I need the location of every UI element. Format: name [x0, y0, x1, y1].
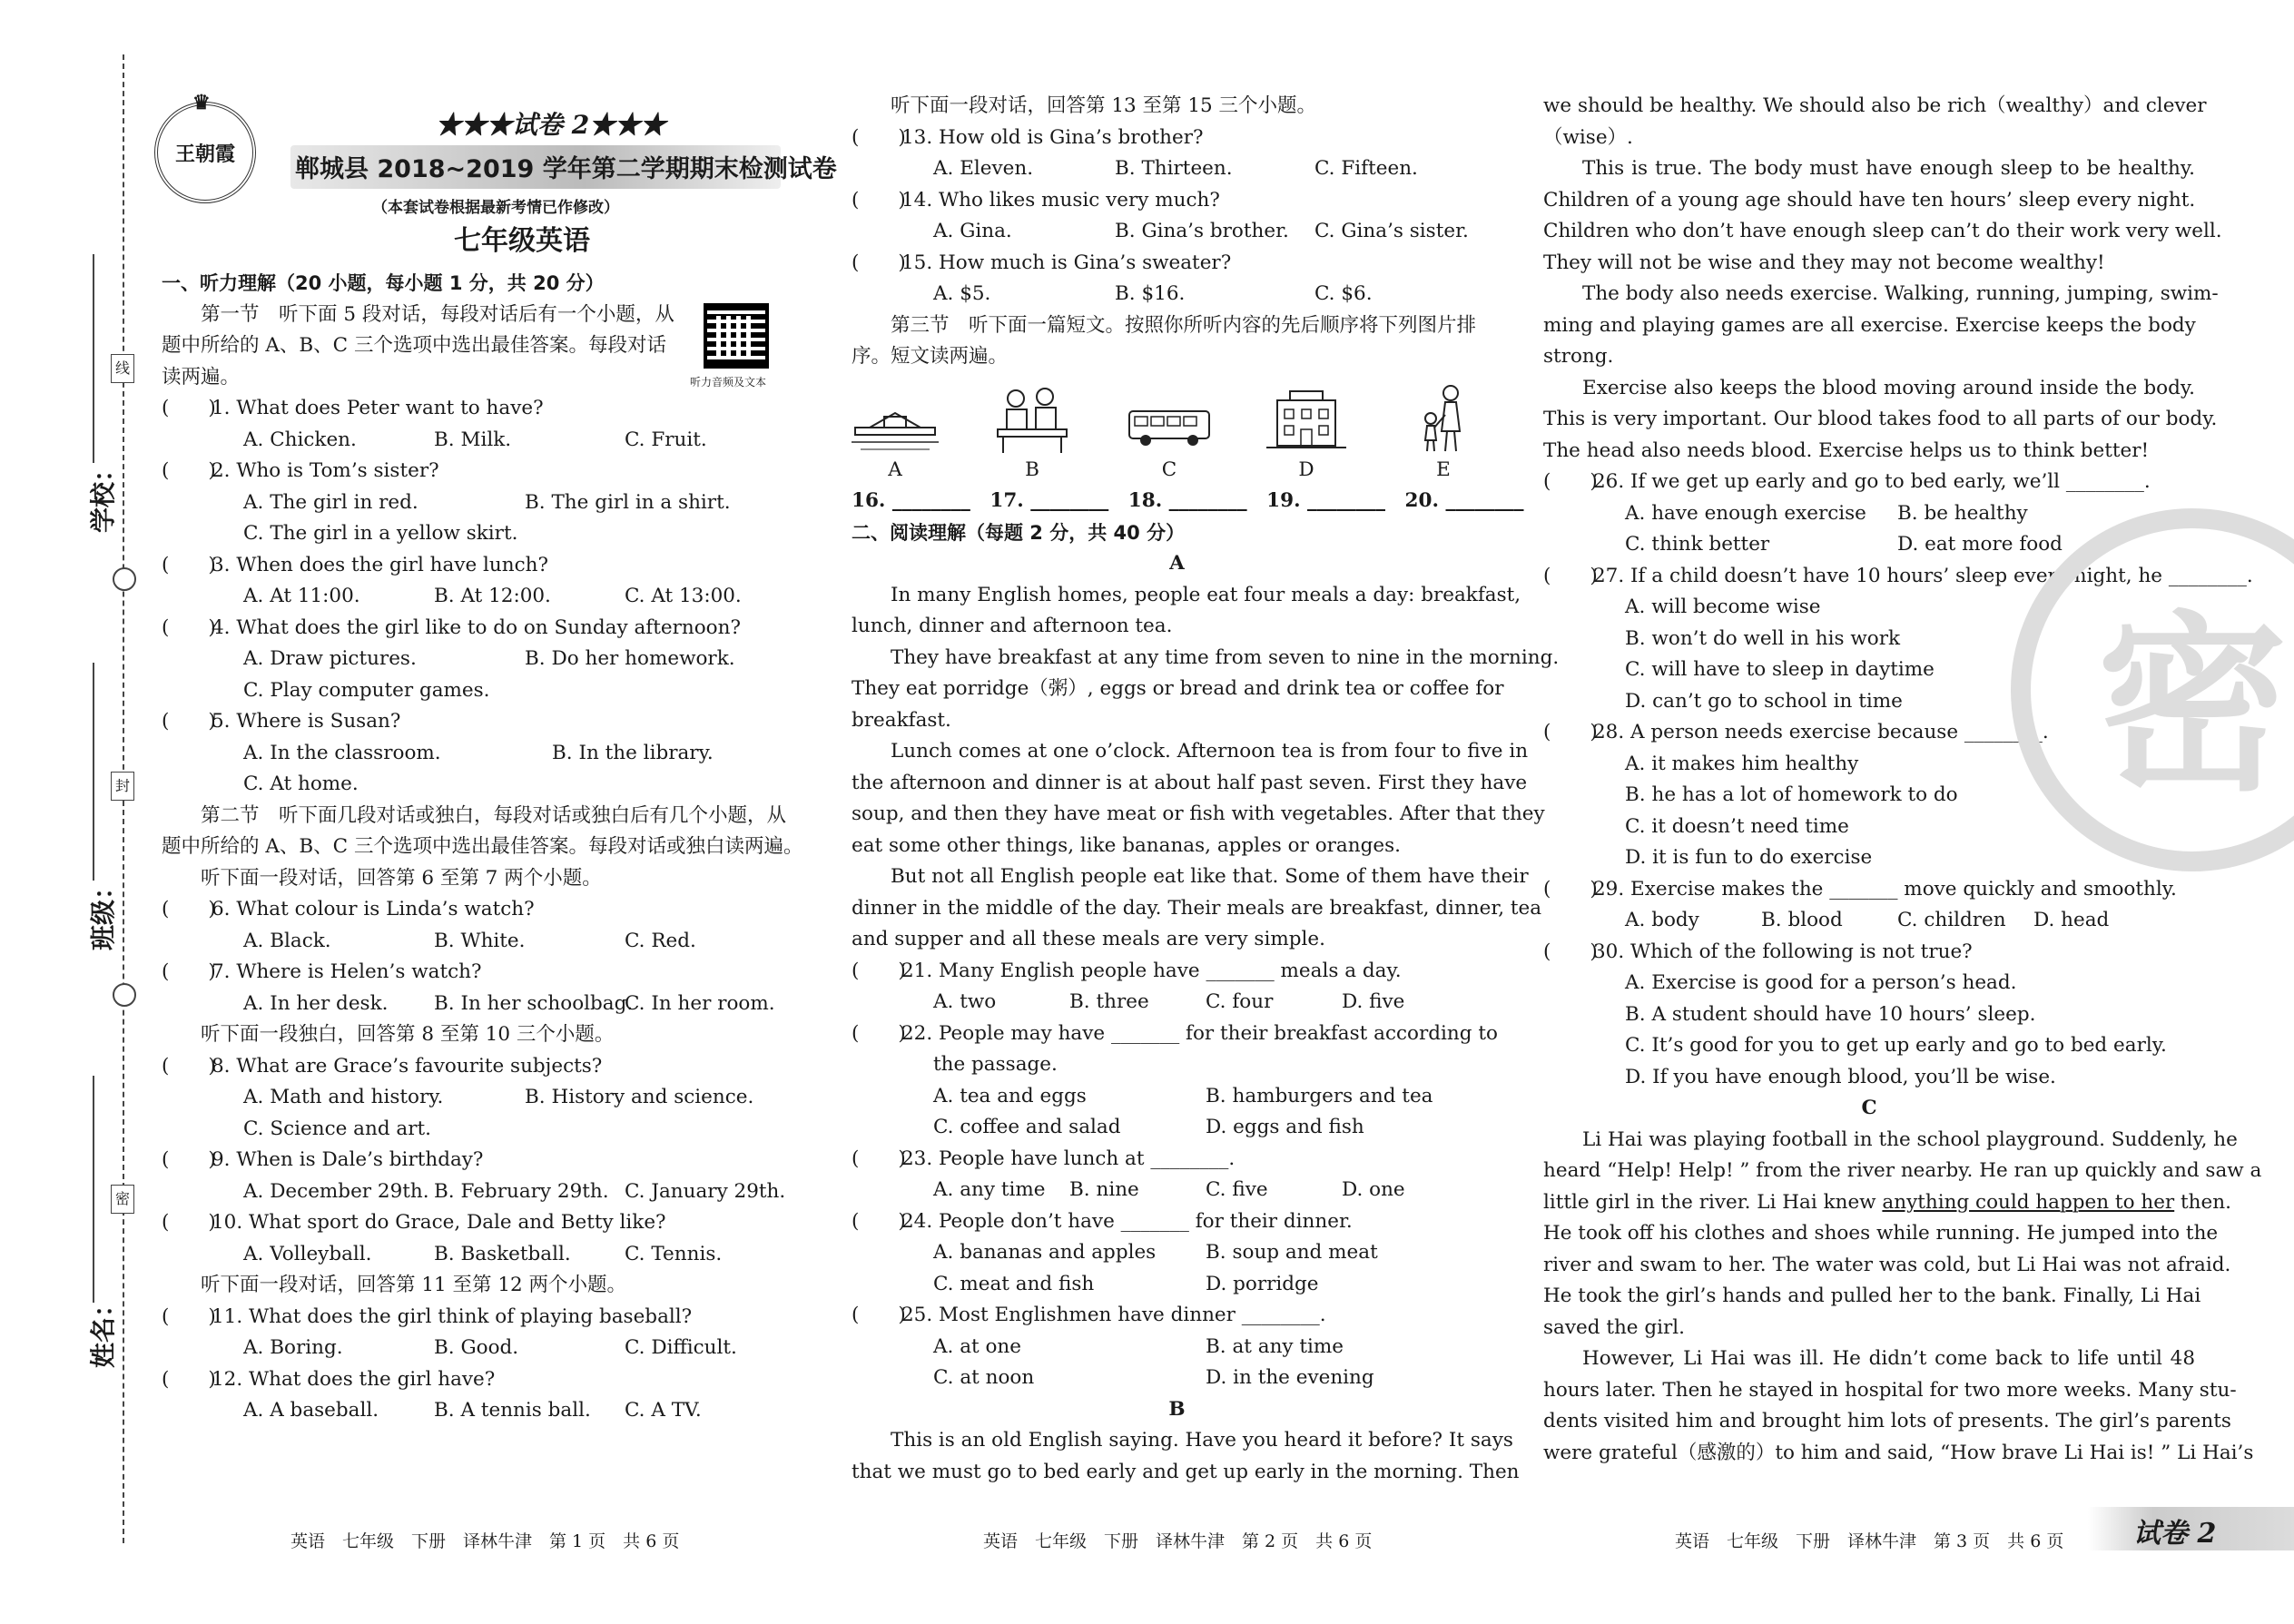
instruction: 题中所给的 A、B、C 三个选项中选出最佳答案。每段对话	[162, 334, 666, 357]
binding-hole	[113, 983, 136, 1007]
question-15: ( ) 15. How much is Gina’s sweater?	[852, 248, 1502, 280]
answer-blank[interactable]: ( )	[852, 125, 906, 149]
exam-subtitle: （本套试卷根据最新考情已作修改）	[372, 199, 619, 217]
question-4: ( ) 4. What does the girl like to do on Sunday afternoon?	[162, 613, 815, 645]
answer-blanks[interactable]: 16. ________ 17. ________ 18. ________ 19. ________ 20. ________	[852, 489, 1524, 512]
school-label: 学校：	[88, 456, 119, 534]
page-footer-2: 英语 七年级 下册 译林牛津 第 2 页 共 6 页	[983, 1531, 1373, 1551]
answer-blank[interactable]: ( )	[1543, 564, 1598, 587]
picture-label: B	[1025, 458, 1039, 481]
picture-label: D	[1298, 458, 1314, 481]
passage-line: river and swam to her. The water was cold, but Li Hai was not afraid.	[1543, 1253, 2231, 1276]
instruction: 序。短文读两遍。	[852, 345, 1009, 368]
seal-tag-secret: 密	[111, 1185, 134, 1214]
passage-line: He took the girl’s hands and pulled her to the bank. Finally, Li Hai	[1543, 1284, 2201, 1307]
picture-d	[1263, 382, 1350, 487]
passage-line: Li Hai was playing football in the school playground. Suddenly, he	[1582, 1127, 2238, 1151]
passage-line: strong.	[1543, 345, 1614, 368]
class-blank[interactable]	[93, 663, 94, 881]
options: C. It’s good for you to get up early and go to bed early.	[1625, 1034, 2167, 1057]
picture-c	[1126, 382, 1213, 487]
question-22: ( ) 22. People may have _______ for their breakfast according to	[852, 1019, 1502, 1050]
answer-blank[interactable]: ( )	[162, 1211, 216, 1234]
passage-line: （wise）.	[1543, 125, 1633, 149]
passage-line: Lunch comes at one o’clock. Afternoon tea is from four to five in	[891, 740, 1529, 763]
options: A. Math and history. B. History and science.	[243, 1086, 754, 1108]
page-footer-1: 英语 七年级 下册 译林牛津 第 1 页 共 6 页	[290, 1531, 680, 1551]
answer-blank[interactable]: ( )	[162, 898, 216, 920]
passage-line: They have breakfast at any time from seven to nine in the morning.	[891, 645, 1560, 669]
instruction: 题中所给的 A、B、C 三个选项中选出最佳答案。每段对话或独白读两遍。	[162, 835, 803, 858]
passage-line: This is true. The body must have enough sleep to be healthy.	[1582, 157, 2195, 180]
options: A. Boring. B. Good. C. Difficult.	[243, 1336, 737, 1359]
passage-line: breakfast.	[852, 708, 951, 732]
picture-label: C	[1161, 458, 1177, 481]
qr-caption: 听力音频及文本	[690, 376, 767, 389]
school-blank[interactable]	[93, 254, 94, 463]
options: A. The girl in red. B. The girl in a shirt.	[243, 490, 731, 514]
bus-icon	[1126, 382, 1213, 455]
page-footer-3: 英语 七年级 下册 译林牛津 第 3 页 共 6 页	[1675, 1531, 2064, 1551]
question-1: ( ) 1. What does Peter want to have?	[162, 393, 815, 425]
options: A. bananas and apples B. soup and meat	[933, 1241, 1378, 1264]
passage-line: hours later. Then he stayed in hospital for two more weeks. Many stu-	[1543, 1378, 2237, 1402]
options: A. December 29th. B. February 29th. C. January 29th.	[243, 1179, 786, 1203]
options: C. Play computer games.	[243, 678, 490, 702]
picture-a	[852, 382, 939, 487]
instruction: 听下面一段独白，回答第 8 至第 10 三个小题。	[201, 1023, 615, 1046]
answer-blank[interactable]: ( )	[852, 188, 906, 212]
passage-line: ming and playing games are all exercise. Exercise keeps the body	[1543, 313, 2196, 337]
answer-blank[interactable]: ( )	[852, 1304, 906, 1326]
options: A. it makes him healthy	[1625, 752, 1859, 775]
question-2: ( ) 2. Who is Tom’s sister?	[162, 456, 815, 487]
answer-blank[interactable]: ( )	[162, 710, 216, 733]
options: A. tea and eggs B. hamburgers and tea	[933, 1084, 1433, 1107]
family-meal-icon	[989, 382, 1076, 455]
passage-line: lunch, dinner and afternoon tea.	[852, 615, 1173, 637]
seal-tag-seal: 封	[111, 772, 134, 801]
question-27: ( ) 27. If a child doesn’t have 10 hours’ sleep every night, he ________.	[1543, 561, 2195, 593]
passage-line: However, Li Hai was ill. He didn’t come back to life until 48	[1582, 1347, 2195, 1370]
passage-line: But not all English people eat like that. Some of them have their	[891, 865, 1529, 888]
question-3: ( ) 3. When does the girl have lunch?	[162, 550, 815, 582]
options: C. will have to sleep in daytime	[1625, 658, 1935, 681]
options: A. have enough exercise B. be healthy	[1625, 501, 2028, 525]
passage-line: saved the girl.	[1543, 1315, 1685, 1339]
options: B. won’t do well in his work	[1625, 626, 1901, 650]
crown-icon: ♛	[192, 91, 211, 114]
passage-line: eat some other things, like bananas, apples or oranges.	[852, 833, 1401, 857]
binding-hole	[113, 567, 136, 591]
options: C. At home.	[243, 773, 359, 795]
passage-line: Children of a young age should have ten hours’ sleep every night.	[1543, 188, 2196, 212]
question-28: ( ) 28. A person needs exercise because ________.	[1543, 717, 2195, 749]
options: B. he has a lot of homework to do	[1625, 783, 1958, 806]
question-25: ( ) 25. Most Englishmen have dinner ________.	[852, 1300, 1502, 1332]
gate-icon	[852, 382, 939, 455]
passage-label: C	[1861, 1097, 1877, 1119]
question-5: ( ) 5. Where is Susan?	[162, 706, 815, 738]
options: C. at noon D. in the evening	[933, 1366, 1374, 1389]
class-label: 班级：	[88, 873, 119, 951]
question-23: ( ) 23. People have lunch at ________.	[852, 1144, 1502, 1176]
passage-line: that we must go to bed early and get up early in the morning. Then	[852, 1460, 1520, 1483]
options: C. think better D. eat more food	[1625, 533, 2063, 556]
section-heading: 一、听力理解（20 小题，每小题 1 分，共 20 分）	[162, 272, 605, 294]
exam-header	[154, 91, 837, 257]
passage-line: were grateful（感激的）to him and said, “How brave Li Hai is! ” Li Hai’s	[1543, 1441, 2254, 1464]
answer-blank[interactable]: ( )	[162, 1367, 216, 1391]
instruction: 听下面一段对话，回答第 13 至第 15 三个小题。	[891, 94, 1317, 117]
options: A. two B. three C. four D. five	[933, 990, 1405, 1013]
options: A. In the classroom. B. In the library.	[243, 741, 714, 764]
answer-blank[interactable]: ( )	[162, 553, 216, 576]
logo-text: 王朝霞	[174, 142, 235, 166]
passage-label: B	[1168, 1397, 1186, 1421]
picture-b	[989, 382, 1076, 487]
passage-line: This is very important. Our blood takes food to all parts of our body.	[1543, 408, 2218, 430]
passage-line: little girl in the river. Li Hai knew anything could happen to her then.	[1543, 1190, 2231, 1214]
question-9: ( ) 9. When is Dale’s birthday?	[162, 1145, 815, 1176]
column-page-2	[852, 91, 1560, 1488]
answer-blank[interactable]: ( )	[1543, 721, 1598, 743]
passage-line: Exercise also keeps the blood moving around inside the body.	[1582, 376, 2195, 399]
passage-label: A	[1169, 552, 1185, 575]
section-heading: 二、阅读理解（每题 2 分，共 40 分）	[852, 521, 1186, 544]
instruction: 第一节 听下面 5 段对话，每段对话后有一个小题，从	[201, 302, 674, 326]
answer-blank[interactable]: ( )	[1543, 940, 1598, 963]
options: A. Eleven. B. Thirteen. C. Fifteen.	[933, 157, 1418, 180]
options: A. A baseball. B. A tennis ball. C. A TV.	[243, 1399, 702, 1422]
question-12: ( ) 12. What does the girl have?	[162, 1364, 815, 1396]
options: C. Science and art.	[243, 1117, 432, 1140]
brand-logo	[154, 91, 256, 203]
answer-blank[interactable]: ( )	[852, 1147, 906, 1170]
answer-blank[interactable]: ( )	[162, 615, 216, 639]
answer-blank[interactable]: ( )	[162, 397, 216, 419]
answer-blank[interactable]: ( )	[1543, 877, 1598, 901]
question-22-cont: the passage.	[933, 1053, 1058, 1076]
mother-child-icon	[1400, 382, 1487, 455]
options: A. Draw pictures. B. Do her homework.	[243, 647, 735, 670]
secret-stamp: 密	[2011, 508, 2294, 871]
options: A. will become wise	[1625, 595, 1821, 618]
options: A. Volleyball. B. Basketball. C. Tennis.	[243, 1242, 723, 1265]
instruction: 听下面一段对话，回答第 11 至第 12 两个小题。	[201, 1274, 627, 1296]
answer-blank[interactable]: ( )	[1543, 470, 1598, 493]
paper-number: ★★★试卷 2★★★	[436, 110, 666, 140]
instruction: 读两遍。	[162, 365, 241, 389]
options: A. Gina. B. Gina’s brother. C. Gina’s sister.	[933, 220, 1469, 242]
instruction: 听下面一段对话，回答第 6 至第 7 两个小题。	[201, 866, 602, 890]
options: A. Exercise is good for a person’s head.	[1625, 971, 2017, 994]
question-14: ( ) 14. Who likes music very much?	[852, 185, 1502, 217]
underlined-phrase: anything could happen to her	[1882, 1190, 2175, 1214]
passage-line: Children who don’t have enough sleep can’t do their work very well.	[1543, 220, 2222, 242]
passage-line: and supper and all these meals are very simple.	[852, 928, 1325, 950]
passage-line: we should be healthy. We should also be rich（wealthy）and clever	[1543, 94, 2207, 117]
name-label: 姓名：	[88, 1291, 119, 1369]
paper-tag: 试卷 2	[2133, 1518, 2217, 1550]
question-26: ( ) 26. If we get up early and go to bed early, we’ll ________.	[1543, 467, 2195, 498]
options: C. it doesn’t need time	[1625, 814, 1849, 838]
passage-line: He took off his clothes and shoes while running. He jumped into the	[1543, 1222, 2219, 1245]
options: A. Black. B. White. C. Red.	[243, 929, 696, 952]
passage-line: In many English homes, people eat four meals a day: breakfast,	[891, 583, 1521, 606]
question-7: ( ) 7. Where is Helen’s watch?	[162, 957, 815, 989]
column-page-1	[162, 268, 815, 1427]
passage-line: heard “Help! Help! ” from the river nearby. He ran up quickly and saw a	[1543, 1159, 2262, 1182]
exam-title: 郸城县 2018~2019 学年第二学期期末检测试卷	[295, 155, 837, 183]
passage-line: This is an old English saying. Have you heard it before? It says	[891, 1429, 1513, 1452]
options: A. Chicken. B. Milk. C. Fruit.	[243, 428, 707, 451]
question-29: ( ) 29. Exercise makes the _______ move quickly and smoothly.	[1543, 874, 2195, 906]
options: A. In her desk. B. In her schoolbag. C. In her room.	[243, 991, 775, 1015]
answer-blank[interactable]: ( )	[162, 960, 216, 983]
instruction: 第三节 听下面一篇短文。按照你所听内容的先后顺序将下列图片排	[891, 313, 1477, 337]
options: D. If you have enough blood, you’ll be wise.	[1625, 1065, 2056, 1088]
passage-line: They will not be wise and they may not become wealthy!	[1543, 251, 2105, 274]
options: D. it is fun to do exercise	[1625, 846, 1873, 869]
answer-blank[interactable]: ( )	[852, 959, 906, 982]
options: A. $5. B. $16. C. $6.	[933, 282, 1373, 305]
options: B. A student should have 10 hours’ sleep.	[1625, 1002, 2036, 1026]
question-11: ( ) 11. What does the girl think of playing baseball?	[162, 1302, 815, 1334]
answer-blank[interactable]: ( )	[852, 1209, 906, 1233]
options: A. at one B. at any time	[933, 1334, 1344, 1358]
picture-label: E	[1436, 458, 1451, 481]
question-10: ( ) 10. What sport do Grace, Dale and Betty like?	[162, 1207, 815, 1239]
passage-line: soup, and then they have meat or fish with vegetables. After that they	[852, 802, 1545, 825]
options: C. The girl in a yellow skirt.	[243, 522, 518, 545]
passage-line: They eat porridge（粥）, eggs or bread and drink tea or coffee for	[852, 677, 1504, 700]
answer-blank[interactable]: ( )	[852, 1021, 906, 1045]
question-21: ( ) 21. Many English people have _______ meals a day.	[852, 956, 1502, 988]
passage-line: the afternoon and dinner is at about half past seven. First they have	[852, 771, 1528, 794]
picture-e	[1400, 382, 1487, 487]
answer-blank[interactable]: ( )	[852, 251, 906, 274]
building-icon	[1263, 382, 1350, 455]
question-30: ( ) 30. Which of the following is not true?	[1543, 937, 2195, 969]
options: C. coffee and salad D. eggs and fish	[933, 1116, 1364, 1138]
passage-line: The head also needs blood. Exercise helps us to think better!	[1543, 438, 2150, 462]
passage-line: The body also needs exercise. Walking, running, jumping, swim-	[1582, 282, 2219, 305]
seal-tag-line: 线	[111, 354, 134, 383]
options: C. meat and fish D. porridge	[933, 1272, 1319, 1295]
passage-line: dinner in the middle of the day. Their meals are breakfast, dinner, tea	[852, 896, 1542, 920]
passage-line: dents visited him and brought him lots of presents. The girl’s parents	[1543, 1410, 2231, 1432]
question-6: ( ) 6. What colour is Linda’s watch?	[162, 894, 815, 926]
answer-blank[interactable]: ( )	[162, 1148, 216, 1171]
options: A. body B. blood C. children D. head	[1625, 909, 2110, 931]
question-8: ( ) 8. What are Grace’s favourite subjects?	[162, 1051, 815, 1083]
picture-label: A	[888, 458, 902, 481]
answer-blank[interactable]: ( )	[162, 1304, 216, 1328]
question-13: ( ) 13. How old is Gina’s brother?	[852, 123, 1502, 154]
name-blank[interactable]	[93, 1076, 94, 1303]
answer-blank[interactable]: ( )	[162, 459, 216, 482]
question-24: ( ) 24. People don’t have _______ for their dinner.	[852, 1206, 1502, 1238]
picture-row	[852, 382, 1487, 487]
options: D. can’t go to school in time	[1625, 689, 1903, 713]
options: A. At 11:00. B. At 12:00. C. At 13:00.	[243, 585, 742, 607]
subject-title: 七年级英语	[454, 225, 590, 257]
instruction: 第二节 听下面几段对话或独白，每段对话或独白后有几个小题，从	[201, 803, 787, 827]
answer-blank[interactable]: ( )	[162, 1054, 216, 1078]
options: A. any time B. nine C. five D. one	[933, 1178, 1405, 1201]
